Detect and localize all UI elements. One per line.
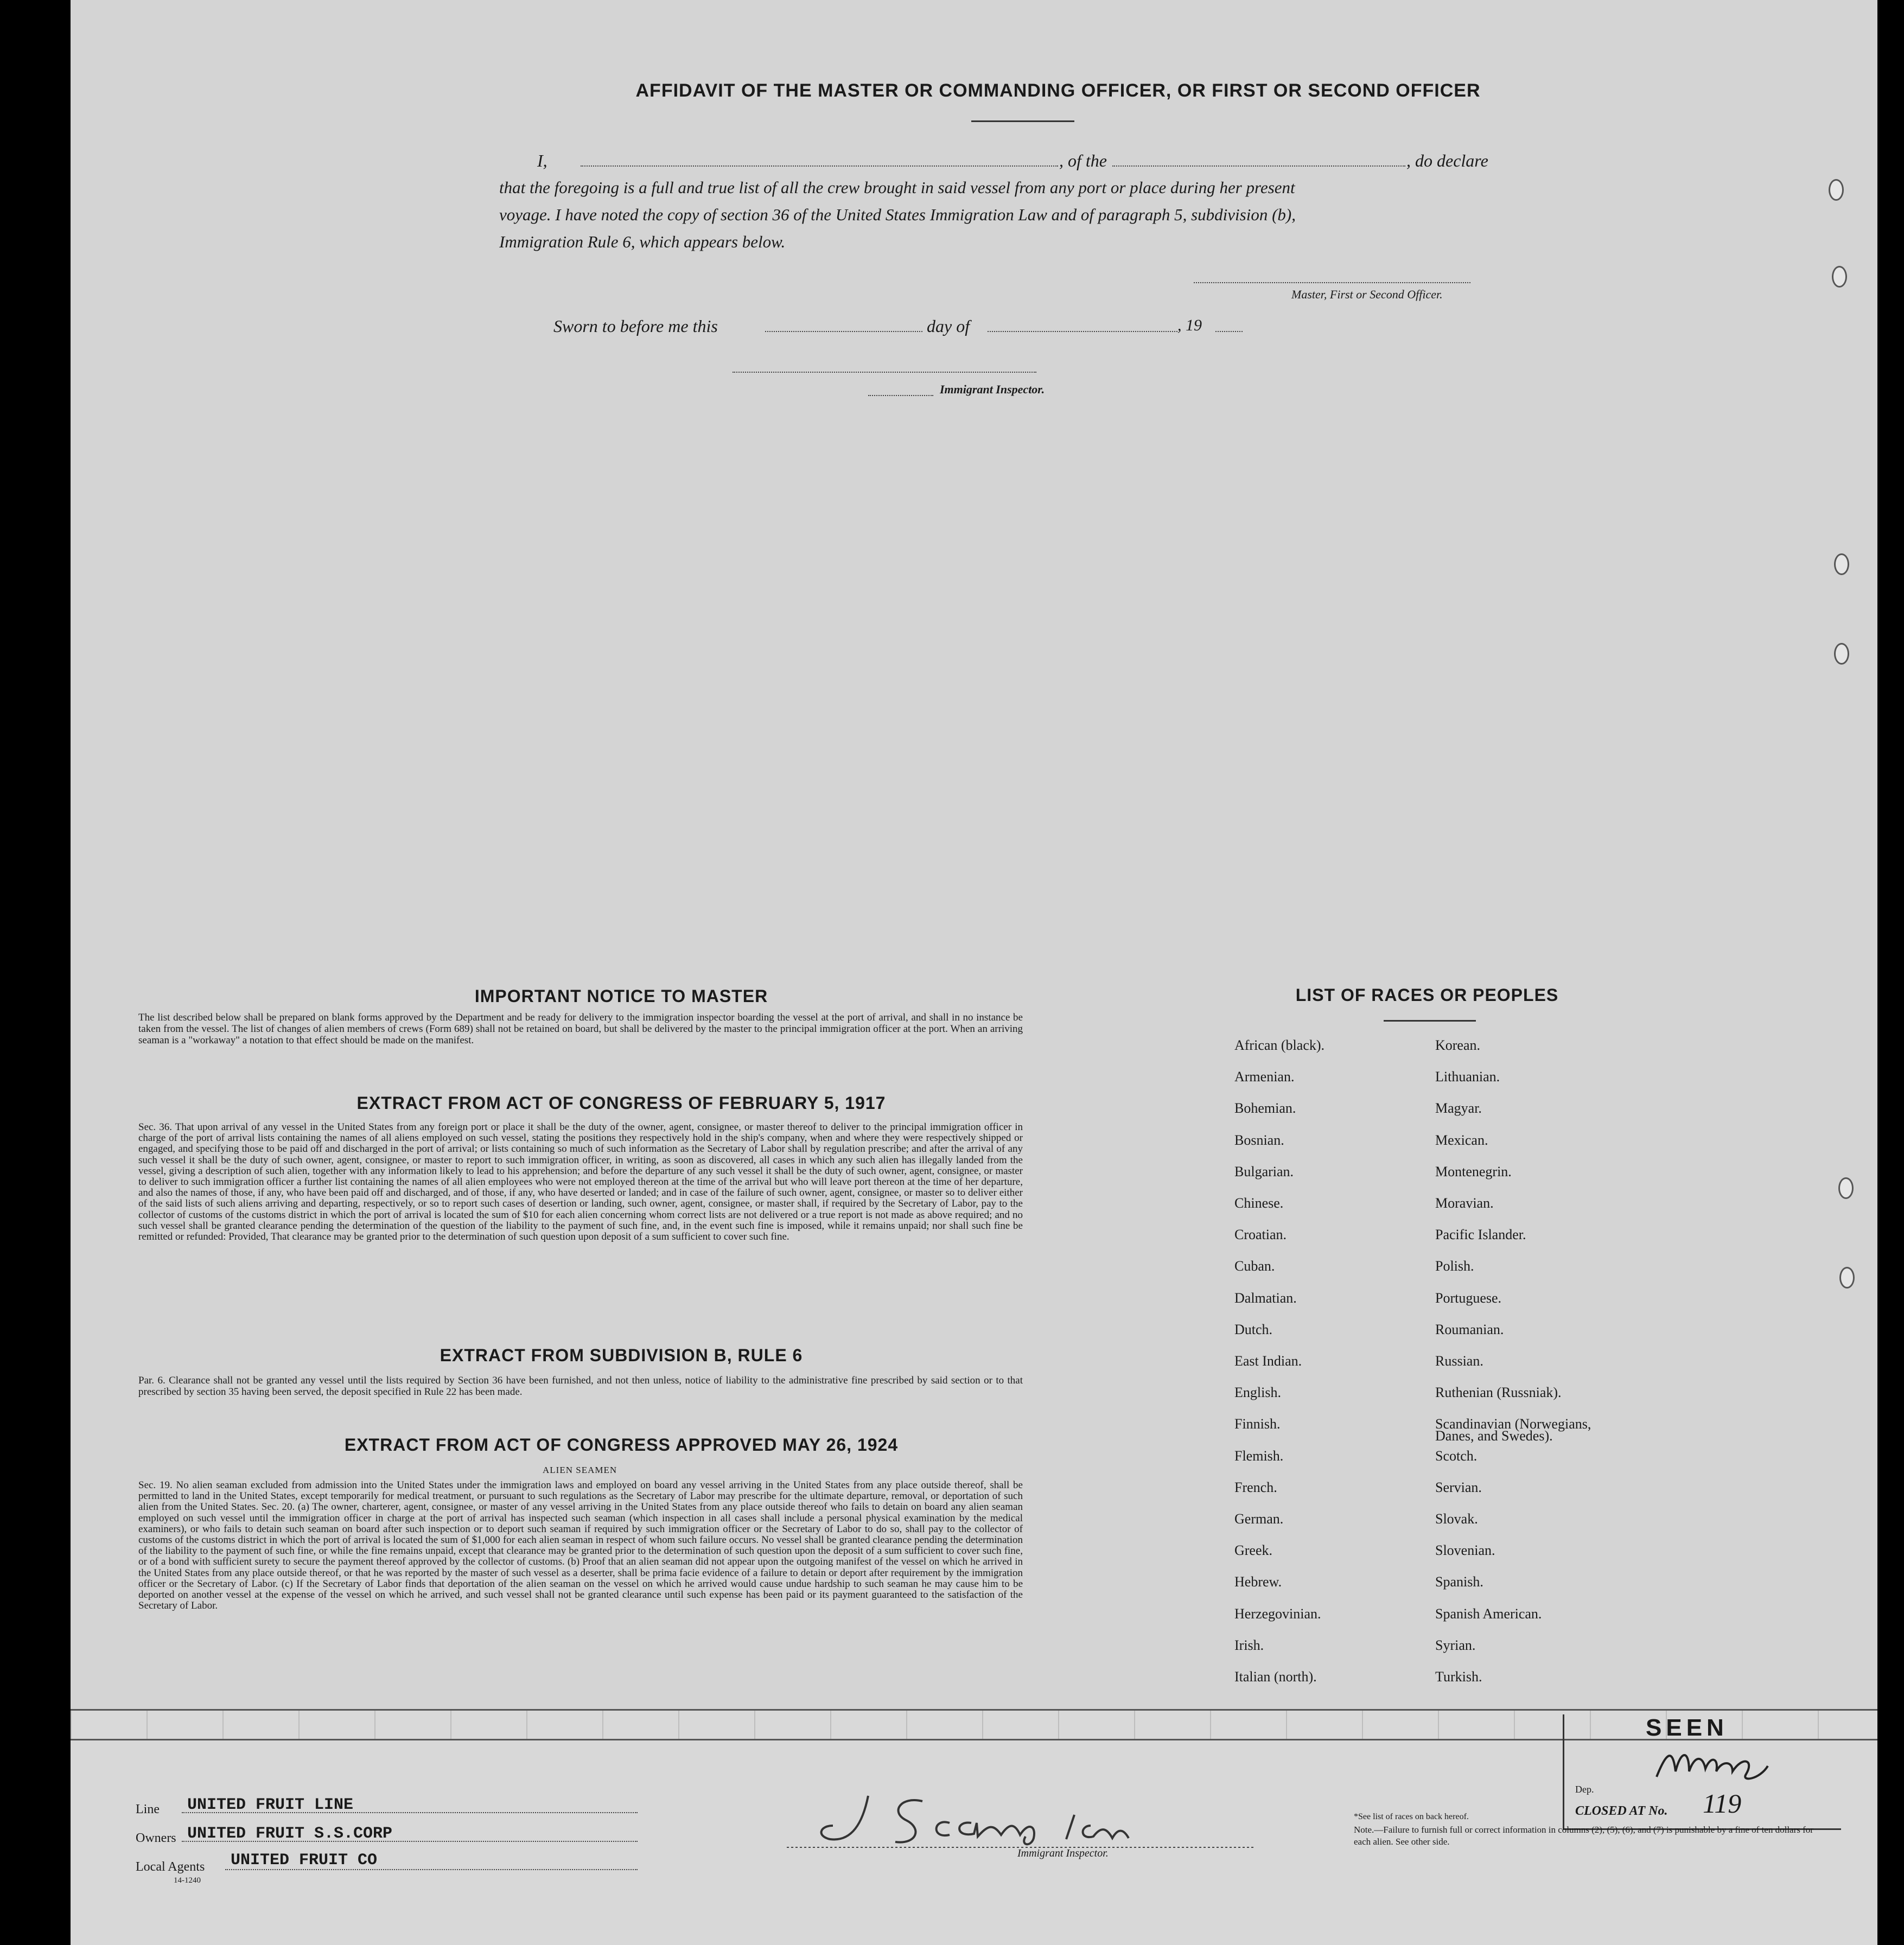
binder-hole	[1829, 179, 1844, 201]
agents-label: Local Agents	[136, 1860, 205, 1874]
race-item: Scandinavian (Norwegians,	[1435, 1416, 1591, 1432]
race-item: African (black).	[1234, 1037, 1325, 1053]
line-value: UNITED FRUIT LINE	[187, 1796, 354, 1814]
agents-blank	[225, 1869, 638, 1870]
race-item: Slovak.	[1435, 1511, 1478, 1527]
affidavit-title: AFFIDAVIT OF THE MASTER OR COMMANDING OFFICER, OR FIRST OR SECOND OFFICER	[635, 80, 1481, 101]
extract-1924-text: Sec. 19. No alien seaman excluded from admission into the United States under the immigration laws and employed on board any vessel arriving in the United States from any place outside thereof, shall be permitted to land in the United States, except temporarily for medical treatment, or pursuant to such regulations as the Secretary of Labor may prescribe for the ultimate departure, removal, or deportation of such alien from the United States. Sec. 20. (a) The owner, charterer, agent, consignee, or master of any vessel arriving in the United States from any place outside thereof who fails to detain on board any alien seaman employed on such vessel until the immigration officer in charge at the port of arrival has inspected such seaman (which inspection in all cases shall include a personal physical examination by the medical examiners), or who fails to detain such seaman on board after such inspection or to deport such seaman if required by such immigration officer or the Secretary of Labor to do so, shall pay to the collector of customs of the customs district in which the port of arrival is located the sum of $1,000 for each alien seaman in respect of whom such failure occurs. No vessel shall be granted clearance pending the determination of the liability to the payment of such fine, or while the fine remains unpaid, except that clearance may be granted prior to the determination of such question upon the deposit of a sum sufficient to cover such fine, or of a bond with sufficient surety to secure the payment thereof approved by the collector of customs. (b) Proof that an alien seaman did not appear upon the outgoing manifest of the vessel on which he arrived in the United States from any place outside thereof, or that he was reported by the master of such vessel as a deserter, shall be prima facie evidence of a failure to detain or deport after requirement by the immigration officer or the Secretary of Labor. (c) If the Secretary of Labor finds that deportation of the alien seaman on the vessel on which he arrived would cause undue hardship to such seaman he may cause him to be deported on another vessel at the expense of the vessel on which he arrived, and such vessel shall not be granted clearance until such expense has been paid or its payment guaranteed to the satisfaction of the Secretary of Labor.	[138, 1480, 1023, 1612]
races-title: LIST OF RACES OR PEOPLES	[1295, 985, 1559, 1005]
race-item: English.	[1234, 1385, 1281, 1401]
extract-rule6-title: EXTRACT FROM SUBDIVISION B, RULE 6	[440, 1345, 803, 1365]
sworn-day-of: day of	[927, 316, 970, 336]
line-label: Line	[136, 1802, 160, 1816]
binder-hole	[1838, 1177, 1854, 1199]
race-item: Italian (north).	[1234, 1669, 1317, 1685]
binder-hole	[1834, 553, 1849, 575]
inspector-label: Immigrant Inspector.	[940, 382, 1045, 396]
owners-blank	[182, 1841, 638, 1842]
race-item: Mexican.	[1435, 1132, 1488, 1148]
form-number: 14-1240	[174, 1876, 201, 1885]
binder-hole	[1834, 643, 1849, 665]
race-item: French.	[1234, 1479, 1277, 1495]
race-item: Cuban.	[1234, 1258, 1275, 1274]
footer-inspector-label: Immigrant Inspector.	[1017, 1847, 1109, 1859]
race-item: Spanish American.	[1435, 1605, 1542, 1622]
master-signature-blank	[1194, 282, 1470, 283]
sworn-month-blank	[988, 331, 1177, 332]
affidavit-text-line: voyage. I have noted the copy of section 36 of the United States Immigration Law and of paragraph 5, subdivision (b),	[499, 205, 1296, 224]
race-item: Dutch.	[1234, 1321, 1273, 1337]
vessel-blank	[1112, 165, 1405, 167]
master-signature-label: Master, First or Second Officer.	[1291, 288, 1443, 301]
owners-value: UNITED FRUIT S.S.CORP	[187, 1825, 393, 1843]
name-blank	[581, 165, 1058, 167]
inspector-signature-blank	[868, 395, 933, 396]
race-item: Armenian.	[1234, 1069, 1295, 1085]
race-item: Dalmatian.	[1234, 1290, 1297, 1306]
sworn-day-blank	[765, 331, 922, 332]
race-item: Hebrew.	[1234, 1574, 1282, 1590]
races-reference-note: *See list of races on back hereof.	[1354, 1812, 1469, 1821]
race-item: Scotch.	[1435, 1447, 1478, 1464]
extract-1917-text: Sec. 36. That upon arrival of any vessel in the United States from any foreign port or place it shall be the duty of the owner, agent, consignee, or master thereof to deliver to the principal immigration officer in charge of the port of arrival lists containing the names of all aliens employed on such vessel, stating the positions they respectively hold in the ship's company, when and where they were respectively shipped or engaged, and specifying those to be paid off and discharged in the port of arrival; or lists containing so much of such information as the Secretary of Labor shall by regulation prescribe; and after the arrival of any such vessel it shall be the duty of such owner, agent, consignee, or master to report to such immigration officer, in writing, as soon as discovered, all cases in which any such alien has illegally landed from the vessel, giving a description of such alien, together with any information likely to lead to his apprehension; and before the departure of any such vessel it shall be the duty of such owner, agent, consignee, or master to deliver to such immigration officer a further list containing the names of all alien employees who were not employed thereon at the time of the arrival but who will leave port thereon at the time of her departure, and also the names of those, if any, who have been paid off and discharged, and of those, if any, who have deserted or landed; and in case of the failure of such owner, agent, consignee, or master so to deliver either of the said lists of such aliens arriving and departing, respectively, or so to report such cases of desertion or landing, such owner, agent, consignee, or master shall, if required by the Secretary of Labor, pay to the collector of customs of the customs district in which the port of arrival is located the sum of $10 for each alien concerning whom correct lists are not delivered or a true report is not made as above required; and no such vessel shall be granted clearance pending the determination of the question of the liability to the payment of such fine, and, in the event such fine is imposed, while it remains unpaid; nor shall such fine be remitted or refunded: Provided, That clearance may be granted prior to the determination of such question upon deposit of a sum sufficient to cover such fine.	[138, 1121, 1023, 1243]
extract-1924-subtitle: ALIEN SEAMEN	[543, 1465, 617, 1475]
line-blank	[182, 1812, 638, 1813]
race-item: Korean.	[1435, 1037, 1481, 1053]
race-item: Roumanian.	[1435, 1321, 1504, 1337]
race-item: Bohemian.	[1234, 1100, 1296, 1117]
affidavit-text-line: Immigration Rule 6, which appears below.	[499, 232, 786, 251]
inspector-signature-blank	[733, 372, 1036, 373]
extract-1924-title: EXTRACT FROM ACT OF CONGRESS APPROVED MAY 26, 1924	[344, 1435, 899, 1455]
penalty-note: Note.—Failure to furnish full or correct information in columns (2), (5), (6), and (7) is punishable by a fine of ten dollars for each alien. See other side.	[1354, 1825, 1813, 1847]
inspector-handwritten-signature	[787, 1774, 1275, 1855]
race-item: Irish.	[1234, 1637, 1264, 1653]
race-item: Pacific Islander.	[1435, 1227, 1526, 1243]
agents-value: UNITED FRUIT CO	[231, 1851, 378, 1870]
race-item: Slovenian.	[1435, 1542, 1495, 1559]
race-item: Greek.	[1234, 1542, 1273, 1559]
race-item: Lithuanian.	[1435, 1069, 1500, 1085]
binder-hole	[1839, 1267, 1855, 1289]
closed-at-number: 119	[1703, 1788, 1742, 1819]
race-item: East Indian.	[1234, 1353, 1302, 1369]
race-item: Spanish.	[1435, 1574, 1483, 1590]
race-continuation: Danes, and Swedes).	[1435, 1428, 1553, 1444]
notice-title: IMPORTANT NOTICE TO MASTER	[474, 986, 768, 1006]
owners-label: Owners	[136, 1831, 176, 1845]
closed-at-label: CLOSED AT No.	[1575, 1804, 1668, 1818]
race-item: Croatian.	[1234, 1227, 1287, 1243]
race-item: Bosnian.	[1234, 1132, 1284, 1148]
race-item: Servian.	[1435, 1479, 1482, 1495]
race-item: Ruthenian (Russniak).	[1435, 1385, 1562, 1401]
sworn-year: , 19	[1177, 316, 1202, 334]
notice-text: The list described below shall be prepared on blank forms approved by the Department and be ready for delivery to the immigration inspector boarding the vessel at the port of arrival, and shall in no instance be taken from the vessel. The list of changes of alien members of crews (Form 689) shall not be retained on board, but shall be delivered by the master to the principal immigration officer at the port. When an arriving seaman is a "workaway" a notation to that effect should be made on the manifest.	[138, 1012, 1023, 1046]
race-item: Magyar.	[1435, 1100, 1482, 1117]
race-item: Russian.	[1435, 1353, 1483, 1369]
dep-label: Dep.	[1575, 1784, 1594, 1795]
divider	[1384, 1020, 1476, 1022]
race-item: Bulgarian.	[1234, 1163, 1294, 1179]
stamp-handwritten-signature	[1651, 1739, 1781, 1788]
race-item: Polish.	[1435, 1258, 1474, 1274]
race-item: Finnish.	[1234, 1416, 1281, 1432]
binder-hole	[1832, 266, 1847, 288]
race-item: Portuguese.	[1435, 1290, 1502, 1306]
race-item: Herzegovinian.	[1234, 1605, 1321, 1622]
race-item: Flemish.	[1234, 1447, 1284, 1464]
sworn-year-blank	[1215, 331, 1243, 332]
affidavit-text-line: that the foregoing is a full and true list of all the crew brought in said vessel from any port or place during her present	[499, 178, 1295, 197]
sworn-prefix: Sworn to before me this	[553, 316, 718, 336]
affidavit-line1-of-the: , of the	[1059, 151, 1107, 170]
extract-rule6-text: Par. 6. Clearance shall not be granted any vessel until the lists required by Section 36 have been furnished, and not then unless, notice of liability to the administrative fine prescribed by said section or to that prescribed by section 35 having been served, the deposit specified in Rule 22 has been made.	[138, 1375, 1023, 1398]
race-item: Turkish.	[1435, 1669, 1482, 1685]
seen-text: SEEN	[1646, 1714, 1728, 1741]
race-item: German.	[1234, 1511, 1284, 1527]
divider	[971, 120, 1074, 122]
race-item: Montenegrin.	[1435, 1163, 1512, 1179]
race-item: Moravian.	[1435, 1195, 1494, 1211]
race-item: Syrian.	[1435, 1637, 1476, 1653]
race-item: Chinese.	[1234, 1195, 1284, 1211]
affidavit-line1-i: I,	[537, 151, 547, 170]
affidavit-line1-declare: , do declare	[1406, 151, 1488, 170]
seen-stamp	[1563, 1714, 1841, 1830]
document-page	[71, 0, 1877, 1945]
extract-1917-title: EXTRACT FROM ACT OF CONGRESS OF FEBRUARY 5, 1917	[356, 1093, 886, 1113]
